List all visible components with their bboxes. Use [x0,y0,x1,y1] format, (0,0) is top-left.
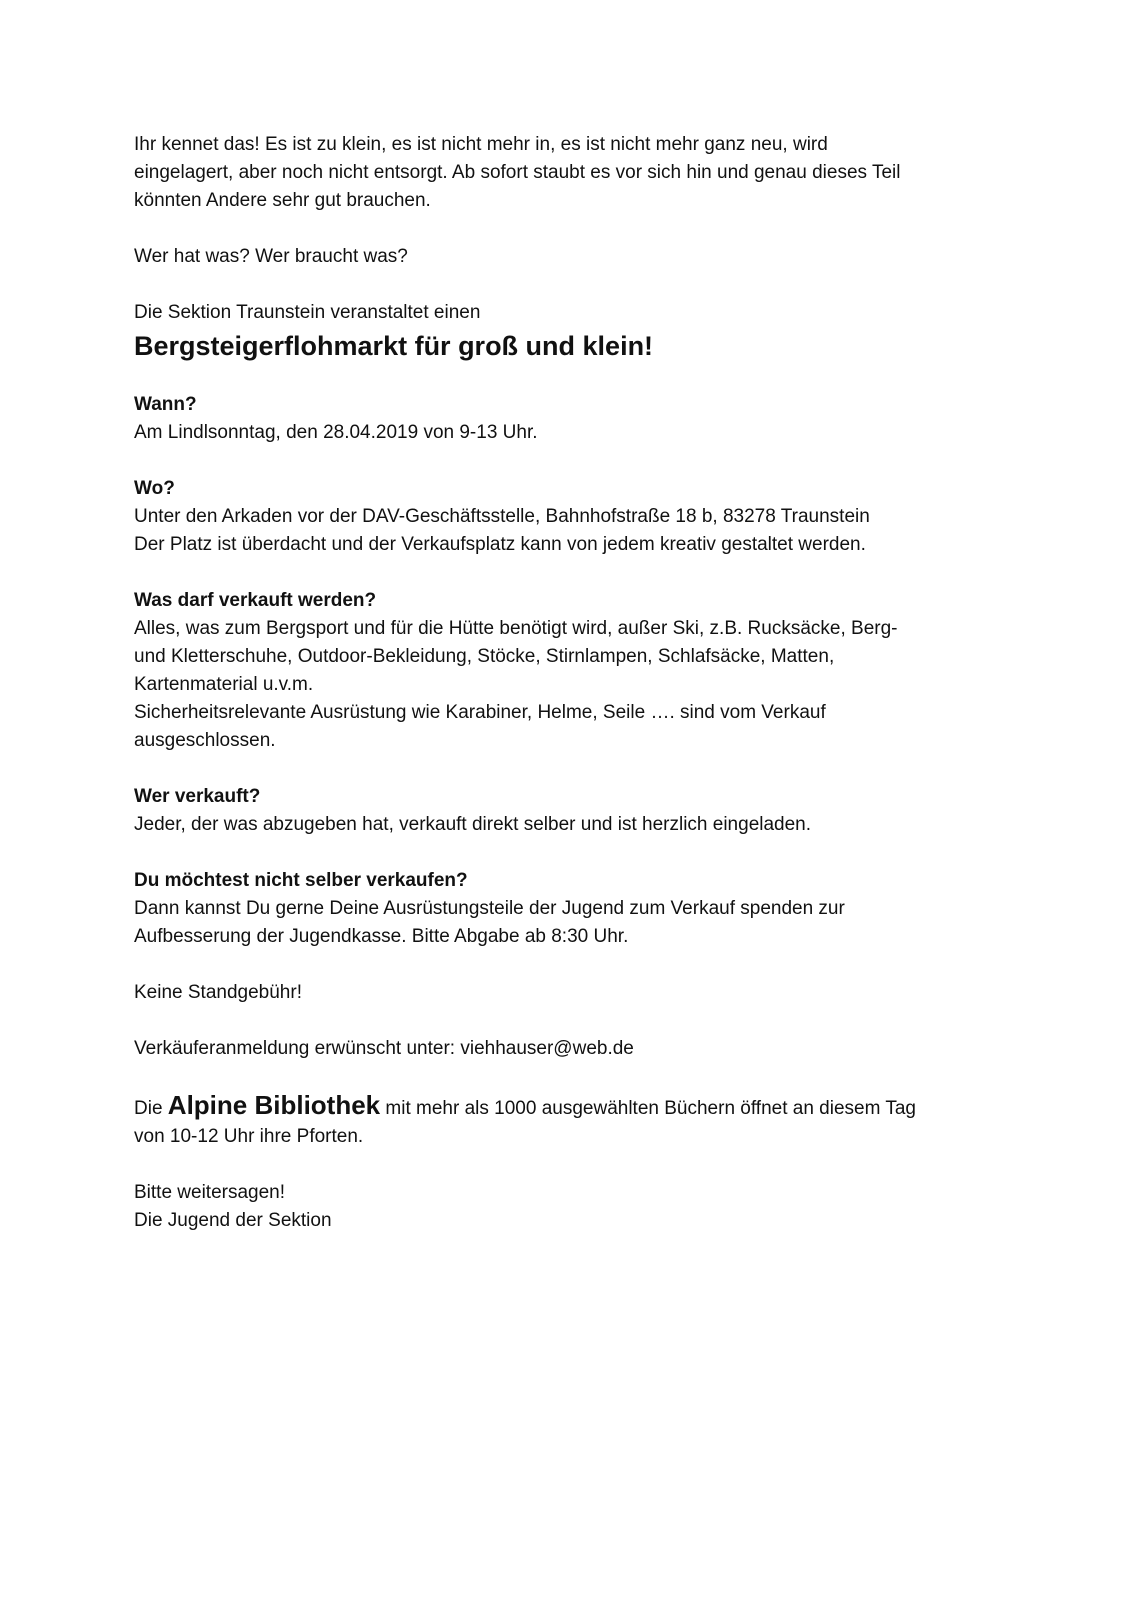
section-line: Jeder, der was abzugeben hat, verkauft direkt selber und ist herzlich eingeladen. [134,814,812,835]
section-where [134,475,994,559]
section-line: Der Platz ist überdacht und der Verkaufsplatz kann von jedem kreativ gestaltet werden. [134,534,866,555]
library-suffix: mit mehr als 1000 ausgewählten Büchern öffnet an diesem Tag [380,1098,916,1119]
section-line: Am Lindlsonntag, den 28.04.2019 von 9-13 Uhr. [134,422,538,443]
registration-prefix: Verkäuferanmeldung erwünscht unter: [134,1038,461,1059]
intro-line: Ihr kennet das! Es ist zu klein, es ist nicht mehr in, es ist nicht mehr ganz neu, wird [134,134,828,155]
section-what [134,587,994,755]
library-line-2: von 10-12 Uhr ihre Pforten. [134,1126,364,1147]
section-line: und Kletterschuhe, Outdoor-Bekleidung, Stöcke, Stirnlampen, Schlafsäcke, Matten, [134,646,835,667]
section-who [134,783,994,839]
closing-paragraph [134,1179,994,1235]
intro-line: könnten Andere sehr gut brauchen. [134,190,431,211]
section-heading: Wo? [134,478,175,499]
library-prefix: Die [134,1098,168,1119]
section-heading: Was darf verkauft werden? [134,590,377,611]
section-line: ausgeschlossen. [134,730,276,751]
closing-line: Bitte weitersagen! [134,1182,286,1203]
section-line: Alles, was zum Bergsport und für die Hütte benötigt wird, außer Ski, z.B. Rucksäcke, Berg- [134,618,898,639]
section-donate [134,867,994,951]
library-name: Alpine Bibliothek [167,1090,381,1120]
section-when [134,391,994,447]
library-line [134,1091,994,1123]
registration-line [134,1035,994,1063]
organizer-line: Die Sektion Traunstein veranstaltet einen [134,302,481,323]
intro-line: eingelagert, aber noch nicht entsorgt. Ab sofort staubt es vor sich hin und genau dieses Teil [134,162,901,183]
event-title: Bergsteigerflohmarkt für groß und klein! [134,331,654,361]
closing-signature: Die Jugend der Sektion [134,1210,332,1231]
section-line: Unter den Arkaden vor der DAV-Geschäftsstelle, Bahnhofstraße 18 b, 83278 Traunstein [134,506,870,527]
intro-paragraph [134,131,994,215]
registration-email: viehhauser@web.de [460,1038,634,1059]
fee-note: Keine Standgebühr! [134,982,302,1003]
section-heading: Wer verkauft? [134,786,261,807]
document-page [134,131,994,1235]
section-line: Sicherheitsrelevante Ausrüstung wie Karabiner, Helme, Seile …. sind vom Verkauf [134,702,826,723]
question-line: Wer hat was? Wer braucht was? [134,246,408,267]
section-line: Dann kannst Du gerne Deine Ausrüstungsteile der Jugend zum Verkauf spenden zur [134,898,845,919]
section-line: Aufbesserung der Jugendkasse. Bitte Abgabe ab 8:30 Uhr. [134,926,629,947]
section-heading: Wann? [134,394,197,415]
section-line: Kartenmaterial u.v.m. [134,674,314,695]
library-paragraph [134,1091,994,1151]
section-heading: Du möchtest nicht selber verkaufen? [134,870,468,891]
